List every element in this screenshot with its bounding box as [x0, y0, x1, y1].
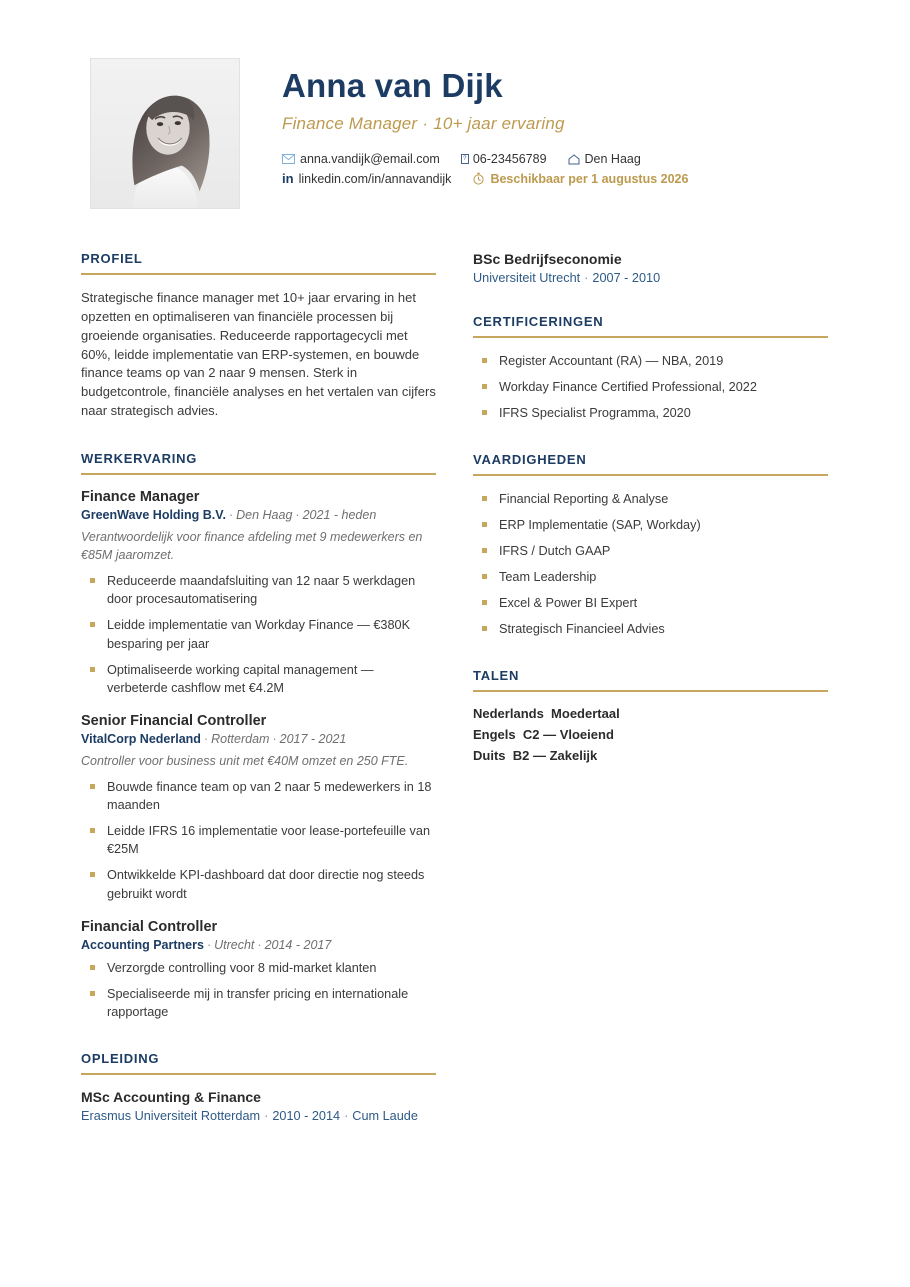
education-item: [81, 1089, 436, 1126]
experience-dates: 2014 - 2017: [264, 937, 332, 952]
list-item: Ontwikkelde KPI-dashboard dat door directie nog steeds gebruikt wordt: [81, 866, 436, 902]
spacer: [81, 1037, 436, 1051]
spacer: [81, 421, 436, 451]
contact-linkedin-text: linkedin.com/in/annavandijk: [298, 171, 452, 186]
experience-item: [81, 713, 436, 903]
experience-bullets: [81, 959, 436, 1021]
resume-body: [0, 209, 910, 1129]
experience-bullets: [81, 572, 436, 696]
list-item: Register Accountant (RA) — NBA, 2019: [473, 352, 828, 370]
header-text-block: [240, 58, 709, 209]
section-education: [81, 1051, 436, 1126]
education-meta: [473, 270, 828, 288]
list-item: Specialiseerde mij in transfer pricing en internationale rapportage: [81, 985, 436, 1021]
tagline-role: Finance Manager: [282, 114, 418, 134]
language-item: [473, 727, 828, 742]
section-title-skills: VAARDIGHEDEN: [473, 451, 587, 467]
experience-bullets: [81, 778, 436, 902]
experience-title: Senior Financial Controller: [81, 712, 267, 729]
experience-list: [81, 489, 436, 1021]
contact-phone-text: 06-23456789: [472, 152, 547, 167]
home-icon: [568, 154, 580, 165]
availability-text: Beschikbaar per 1 augustus 2026: [490, 171, 689, 186]
section-title-languages: TALEN: [473, 668, 520, 684]
list-item: Workday Finance Certified Professional, 2022: [473, 378, 828, 396]
education-meta: [81, 1108, 436, 1126]
phone-icon: ?: [461, 154, 469, 164]
envelope-icon: [282, 154, 295, 164]
spacer: [473, 292, 828, 314]
experience-title: Finance Manager: [81, 488, 200, 505]
right-column: [473, 251, 828, 1129]
education-note: Cum Laude: [352, 1108, 418, 1123]
education-item: [473, 251, 828, 288]
list-item: Financial Reporting & Analyse: [473, 490, 828, 508]
section-rule: [473, 474, 828, 476]
meta-separator: ·: [272, 731, 277, 746]
language-item: [473, 706, 828, 721]
contact-block: [282, 152, 709, 186]
section-experience: [81, 451, 436, 1021]
experience-title: Financial Controller: [81, 918, 218, 935]
education-school: Erasmus Universiteit Rotterdam: [81, 1108, 261, 1123]
profile-text: Strategische finance manager met 10+ jaar ervaring in het opzetten en optimaliseren van financiële processen bij groeiende organisaties. Reduceerde rapportagecycli met 60%, leidde implementatie van ERP-systemen, en bouwde finance teams op van 2 naar 9 mensen. Sterk in budgetcontrole, financiële analyses en het vertalen van cijfers naar strategisch advies.: [81, 290, 436, 419]
resume-header: [0, 0, 910, 209]
meta-separator: ·: [257, 937, 262, 952]
education-dates: 2007 - 2010: [592, 271, 661, 285]
experience-org: VitalCorp Nederland: [81, 731, 201, 746]
section-title-education: OPLEIDING: [81, 1050, 160, 1066]
experience-meta: [81, 938, 436, 952]
section-title-experience: WERKERVARING: [81, 450, 198, 466]
list-item: Team Leadership: [473, 568, 828, 586]
section-title-certifications: CERTIFICERINGEN: [473, 313, 604, 329]
contact-email-text: anna.vandijk@email.com: [300, 152, 440, 167]
experience-summary: Controller voor business unit met €40M omzet en 250 FTE.: [81, 753, 409, 768]
experience-location: Rotterdam: [211, 731, 270, 746]
education-list: [81, 1089, 436, 1126]
list-item: Bouwde finance team op van 2 naar 5 medewerkers in 18 maanden: [81, 778, 436, 814]
section-rule: [81, 273, 436, 275]
page-title: Anna van Dijk: [282, 67, 503, 104]
meta-separator: ·: [584, 271, 589, 285]
experience-location: Den Haag: [236, 507, 293, 522]
language-level: Moedertaal: [551, 706, 620, 722]
language-name: Nederlands: [473, 706, 544, 722]
meta-separator: ·: [295, 507, 300, 522]
meta-separator: ·: [264, 1108, 269, 1123]
list-item: IFRS / Dutch GAAP: [473, 542, 828, 560]
contact-phone[interactable]: [461, 152, 547, 166]
skills-list: [473, 490, 828, 638]
list-item: Leidde implementatie van Workday Finance — €380K besparing per jaar: [81, 616, 436, 652]
stopwatch-icon: [472, 172, 485, 185]
contact-row-2: [282, 171, 709, 186]
experience-org: GreenWave Holding B.V.: [81, 507, 226, 522]
experience-summary: Verantwoordelijk voor finance afdeling met 9 medewerkers en €85M jaaromzet.: [81, 529, 423, 562]
languages-list: [473, 706, 828, 763]
section-certifications: [473, 314, 828, 422]
meta-separator: ·: [344, 1108, 349, 1123]
language-item: [473, 748, 828, 763]
experience-dates: 2021 - heden: [302, 507, 377, 522]
experience-meta: [81, 732, 436, 746]
section-rule: [473, 690, 828, 692]
list-item: ERP Implementatie (SAP, Workday): [473, 516, 828, 534]
list-item: Strategisch Financieel Advies: [473, 620, 828, 638]
experience-item: [81, 919, 436, 1021]
list-item: Verzorgde controlling voor 8 mid-market klanten: [81, 959, 436, 977]
experience-dates: 2017 - 2021: [279, 731, 347, 746]
header-tagline: [282, 114, 709, 134]
availability-badge: [472, 172, 688, 186]
section-rule: [473, 336, 828, 338]
list-item: IFRS Specialist Programma, 2020: [473, 404, 828, 422]
left-column: [81, 251, 436, 1129]
section-rule: [81, 1073, 436, 1075]
section-skills: [473, 452, 828, 638]
section-title-profile: PROFIEL: [81, 251, 143, 266]
experience-org: Accounting Partners: [81, 937, 204, 952]
list-item: Excel & Power BI Expert: [473, 594, 828, 612]
contact-email[interactable]: [282, 152, 440, 166]
linkedin-icon: in: [282, 171, 294, 187]
list-item: Reduceerde maandafsluiting van 12 naar 5 werkdagen door procesautomatisering: [81, 572, 436, 608]
certifications-list: [473, 352, 828, 422]
contact-row-1: [282, 152, 709, 166]
education-continued-list: [473, 251, 828, 288]
list-item: Leidde IFRS 16 implementatie voor lease-portefeuille van €25M: [81, 822, 436, 858]
tagline-experience: 10+ jaar ervaring: [433, 114, 565, 134]
avatar: [90, 58, 240, 209]
experience-location: Utrecht: [214, 937, 255, 952]
contact-location-text: Den Haag: [584, 152, 641, 167]
list-item: Optimaliseerde working capital management — verbeterde cashflow met €4.2M: [81, 661, 436, 697]
language-level: B2 — Zakelijk: [512, 748, 598, 764]
language-level: C2 — Vloeiend: [522, 727, 614, 743]
education-school: Universiteit Utrecht: [473, 271, 581, 285]
education-degree: MSc Accounting & Finance: [81, 1088, 261, 1105]
meta-separator: ·: [203, 731, 209, 746]
section-profile: [81, 251, 436, 421]
section-languages: [473, 668, 828, 763]
meta-separator: ·: [228, 507, 234, 522]
experience-item: [81, 489, 436, 697]
education-dates: 2010 - 2014: [272, 1108, 341, 1123]
contact-linkedin[interactable]: [282, 171, 451, 186]
language-name: Engels: [473, 727, 516, 743]
experience-meta: [81, 508, 436, 522]
meta-separator: ·: [206, 937, 212, 952]
contact-location: [568, 152, 641, 166]
education-degree: BSc Bedrijfseconomie: [473, 251, 622, 267]
language-name: Duits: [473, 748, 506, 764]
section-rule: [81, 473, 436, 475]
spacer: [473, 430, 828, 452]
portrait-photo-icon: [91, 59, 239, 208]
tagline-separator: ·: [422, 114, 429, 134]
spacer: [473, 646, 828, 668]
